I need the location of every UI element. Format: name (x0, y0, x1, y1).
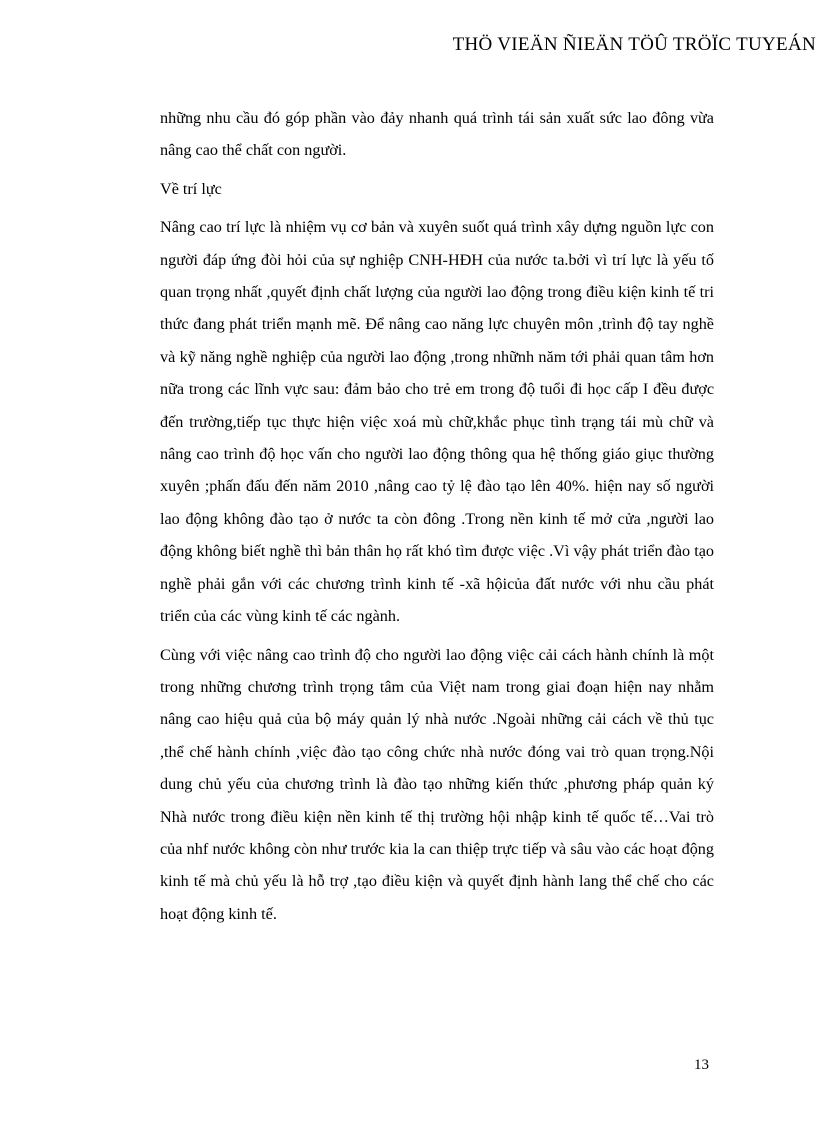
page-number: 13 (694, 1057, 709, 1073)
page-header: THÖ VIEÄN ÑIEÄN TÖÛ TRÖÏC TUYEÁN (452, 34, 816, 55)
section-heading-intellect: Về trí lực (160, 179, 222, 198)
paragraph-physical-strength: những nhu cầu đó góp phần vào đảy nhanh quá trình tái sản xuất sức lao đông vừa nâng cao thể chất con người. (160, 109, 714, 160)
document-body (160, 102, 714, 930)
paragraph-administrative-reform: Cùng với việc nâng cao trình độ cho người lao động việc cải cách hành chính là một trong những chương trình trọng tâm của Việt nam trong giai đoạn hiện nay nhằm nâng cao hiệu quả của bộ máy quản lý nhà nước .Ngoài những cải cách về thủ tục ,thể chế hành chính ,việc đào tạo công chức nhà nước đóng vai trò quan trọng.Nội dung chủ yếu của chương trình là đào tạo những kiến thức ,phương pháp quản ký Nhà nước trong điều kiện nền kinh tế thị trường hội nhập kinh tế quốc tế…Vai trò của nhf nước không còn như trước kia la can thiệp trực tiếp và sâu vào các hoạt động kinh tế mà chủ yếu là hỗ trợ ,tạo điều kiện và quyết định hành lang thể chế cho các hoạt động kinh tế. (160, 645, 714, 923)
paragraph-intellect: Nâng cao trí lực là nhiệm vụ cơ bản và xuyên suốt quá trình xây dựng nguồn lực con người đáp ứng đòi hỏi của sự nghiệp CNH-HĐH của nước ta.bởi vì trí lực là yếu tố quan trọng nhất ,quyết định chất lượng của người lao động trong điều kiện kinh tế tri thức đang phát triển mạnh mẽ. Để nâng cao năng lực chuyên môn ,trình độ tay nghề và kỹ năng nghề nghiệp của người lao động ,trong nhữnh năm tới phải quan tâm hơn nữa trong các lĩnh vực sau: đảm bảo cho trẻ em trong độ tuổi đi học cấp I đều được đến trường,tiếp tục thực hiện việc xoá mù chữ,khắc phục tình trạng tái mù chữ và nâng cao trình độ học vấn cho người lao động thông qua hệ thống giáo giục thường xuyên ;phấn đấu đến năm 2010 ,nâng cao tỷ lệ đào tạo lên 40%. hiện nay số người lao động không đào tạo ở nước ta còn đông .Trong nền kinh tế mở cửa ,người lao động không biết nghề thì bản thân họ rất khó tìm được việc .Vì vậy phát triển đào tạo nghề phải gắn với các chương trình kinh tế -xã hộicủa đất nước với nhu cầu phát triển của các vùng kinh tế các ngành. (160, 218, 714, 626)
